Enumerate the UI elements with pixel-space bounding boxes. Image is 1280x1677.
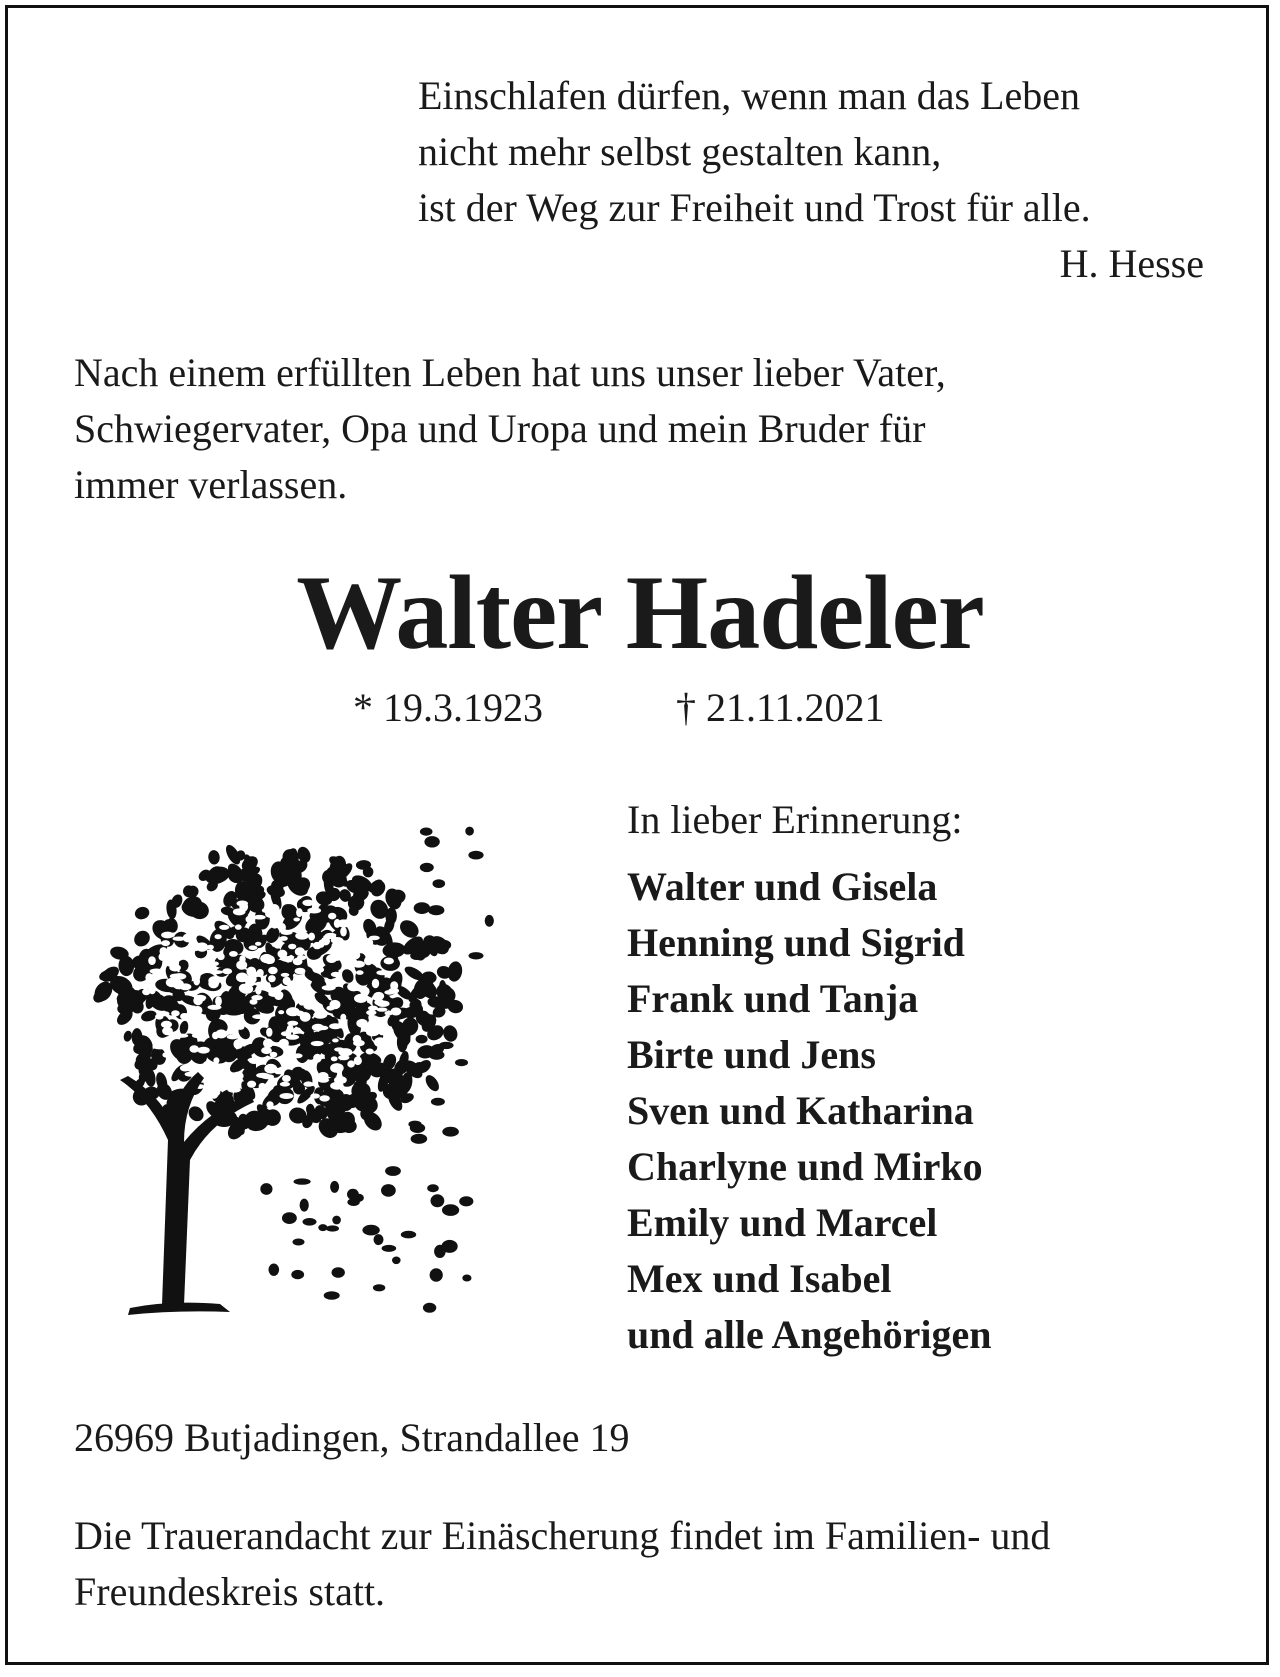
mourner-name: Birte und Jens <box>627 1032 876 1077</box>
mourner-name: Frank und Tanja <box>627 976 919 1021</box>
quote <box>418 68 1091 236</box>
quote-line: nicht mehr selbst gestalten kann, <box>418 129 942 174</box>
note-line: Die Trauerandacht zur Einäscherung findet im Familien- und <box>74 1513 1051 1558</box>
death-date: † 21.11.2021 <box>676 685 885 730</box>
mourner-name: Walter und Gisela <box>627 864 938 909</box>
mourner-name: Mex und Isabel <box>627 1256 892 1301</box>
mourner-name: Sven und Katharina <box>627 1088 974 1133</box>
quote-author: H. Hesse <box>1059 241 1204 286</box>
birth-date: * 19.3.1923 <box>353 685 543 730</box>
memory-label: In lieber Erinnerung: <box>627 797 963 842</box>
quote-line: ist der Weg zur Freiheit und Trost für alle. <box>418 185 1091 230</box>
note-line: Freundeskreis statt. <box>74 1569 386 1614</box>
intro-line: Schwiegervater, Opa und Uropa und mein Bruder für <box>74 406 926 451</box>
intro-line: immer verlassen. <box>74 462 348 507</box>
deceased-name: Walter Hadeler <box>296 554 984 671</box>
mourner-name: Henning und Sigrid <box>627 920 965 965</box>
mourner-name: und alle Angehörigen <box>627 1312 992 1357</box>
mourner-name: Emily und Marcel <box>627 1200 938 1245</box>
quote-line: Einschlafen dürfen, wenn man das Leben <box>418 73 1080 118</box>
ceremony-note <box>74 1508 1050 1620</box>
mourners-list <box>627 859 992 1363</box>
intro-line: Nach einem erfüllten Leben hat uns unser lieber Vater, <box>74 350 946 395</box>
intro-text <box>74 345 946 513</box>
address: 26969 Butjadingen, Strandallee 19 <box>74 1415 630 1460</box>
mourner-name: Charlyne und Mirko <box>627 1144 983 1189</box>
tree-icon <box>80 810 500 1320</box>
